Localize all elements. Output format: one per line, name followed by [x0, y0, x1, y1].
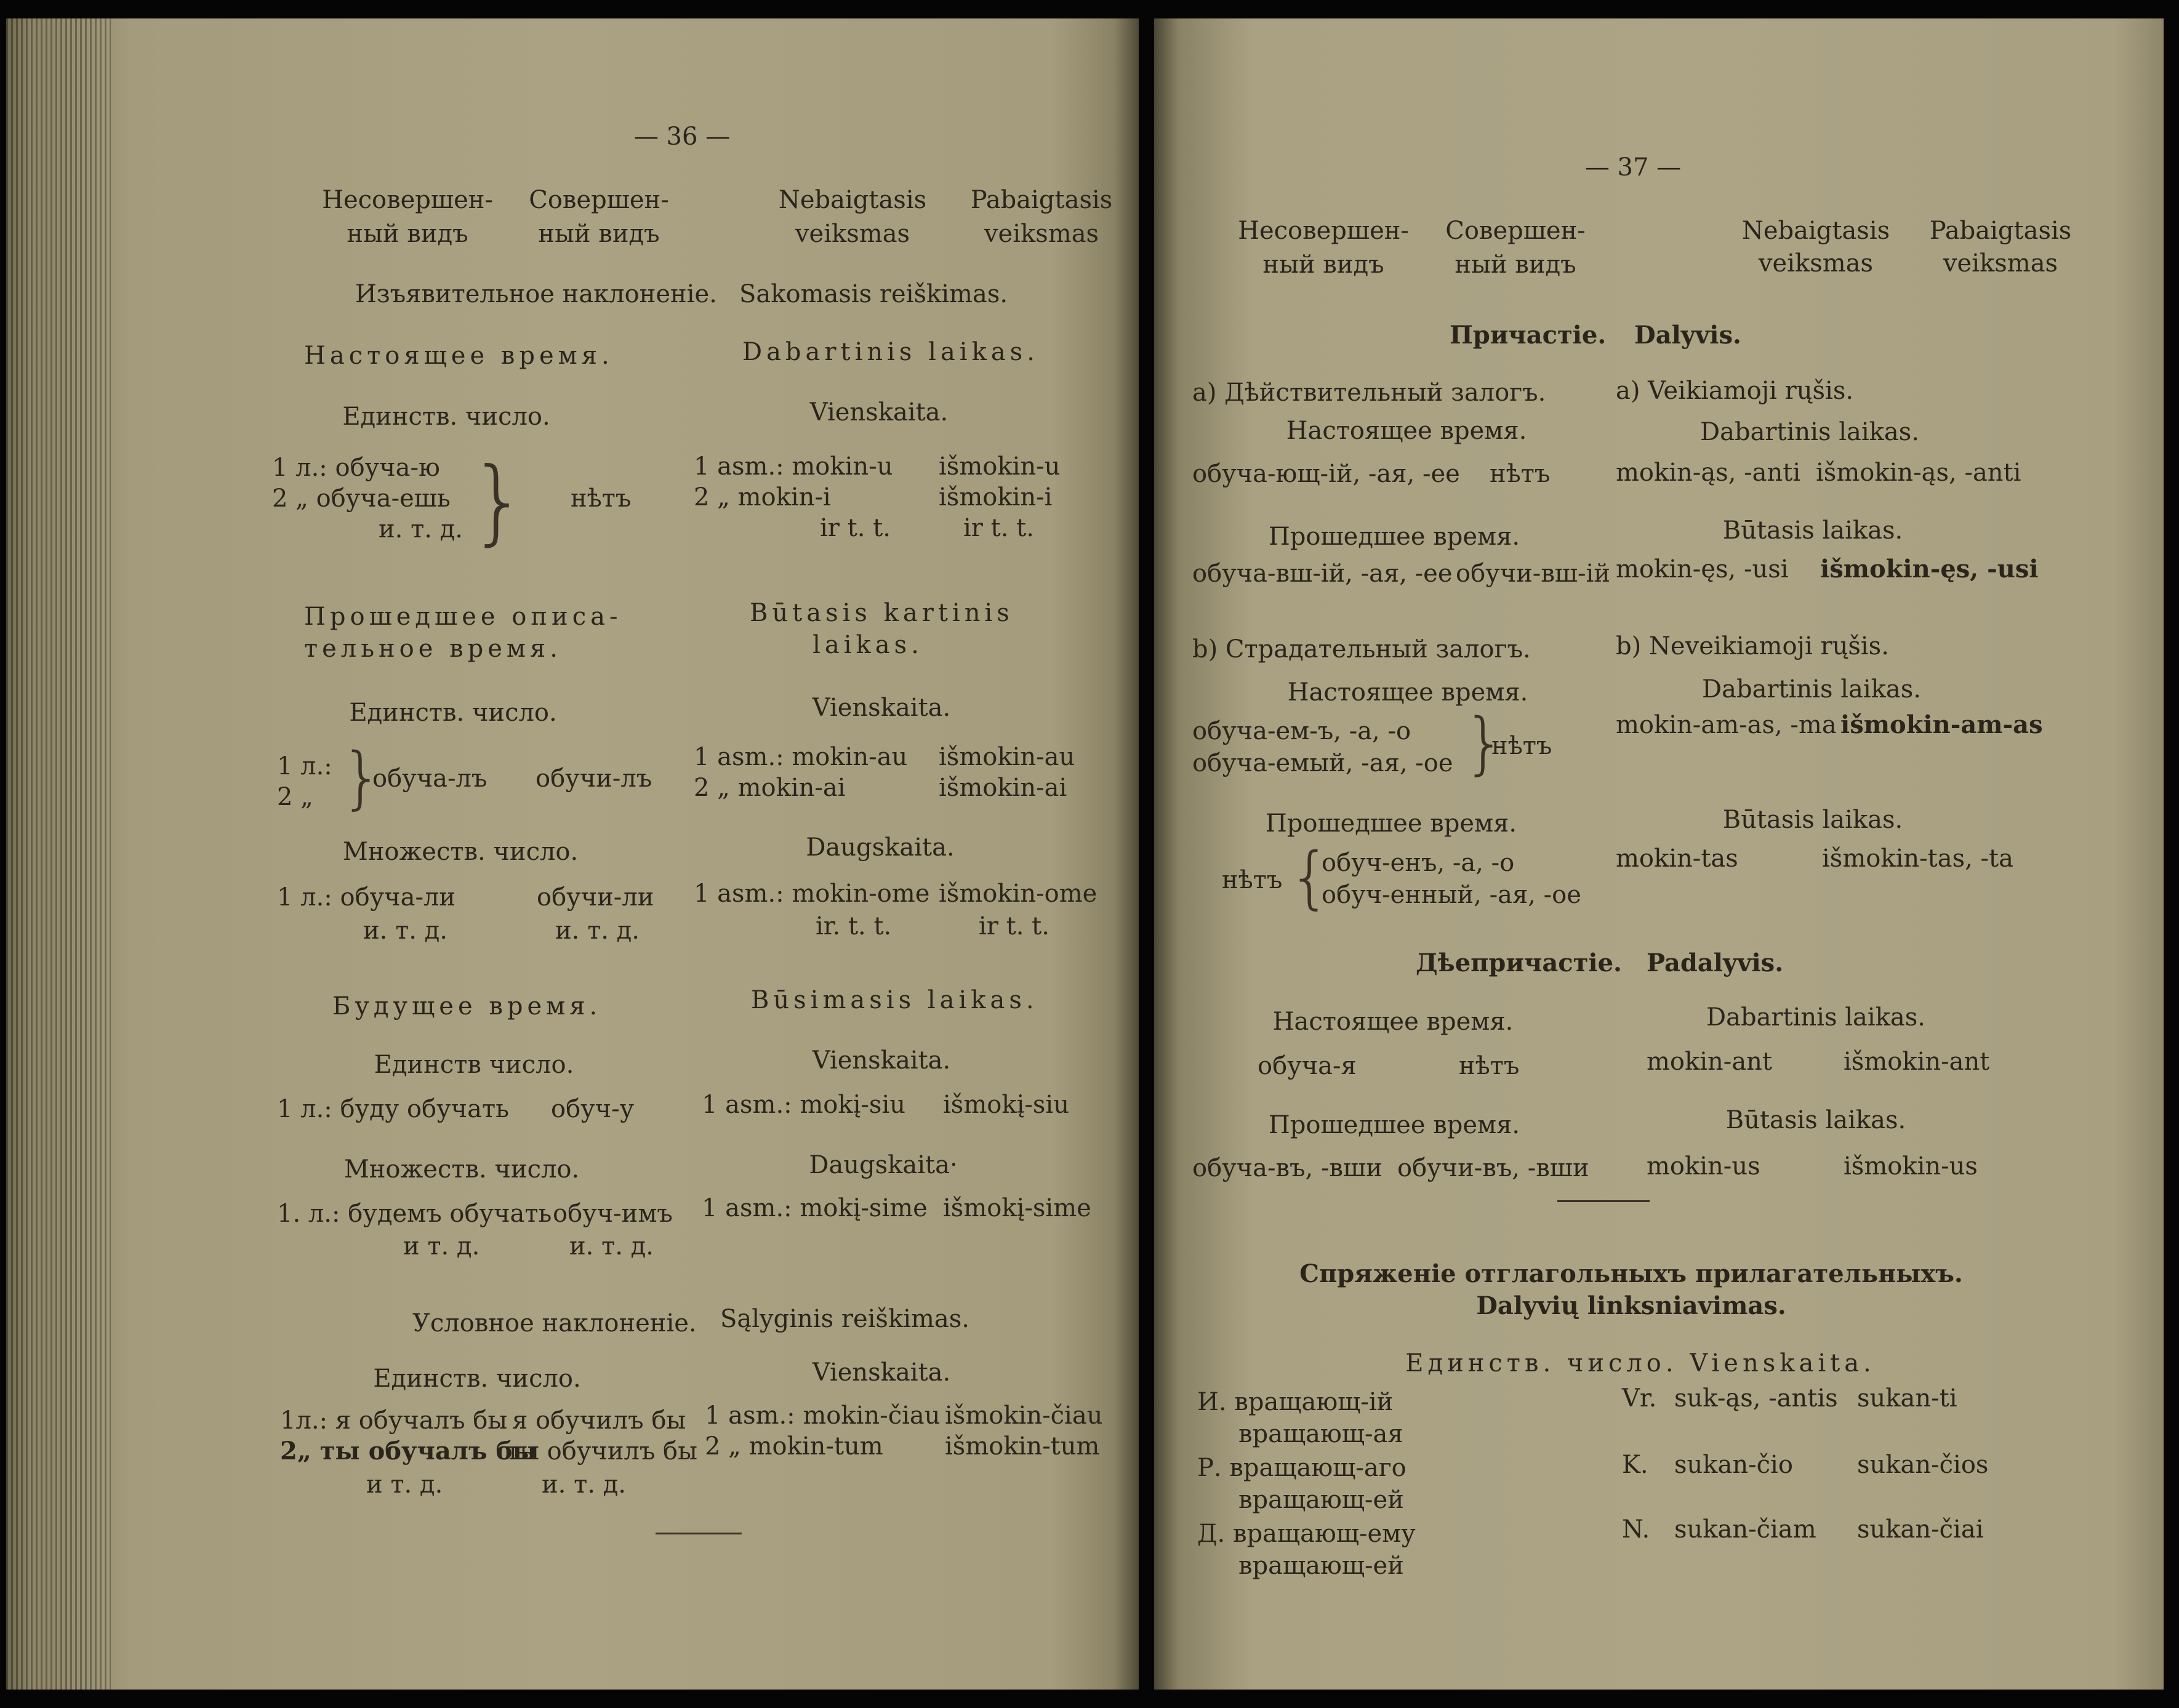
- form-perfective: нѣтъ: [1459, 1052, 1520, 1080]
- form-perfective: išmokin-ai: [939, 774, 1067, 802]
- form-row: обуча-ющ-ій, -ая, -ее: [1192, 460, 1460, 488]
- form-perfective: обуч-у: [551, 1095, 635, 1123]
- case-label: K.: [1622, 1451, 1648, 1479]
- case-label: N.: [1622, 1515, 1650, 1544]
- form-row: mokin-ęs, -usi: [1616, 555, 1789, 583]
- plural-label-ru: Множеств. число.: [342, 838, 579, 866]
- form-row: обуча-вш-ій, -ая, -ее: [1192, 559, 1453, 588]
- declension-title-lt: Dalyvių linksniavimas.: [1476, 1291, 1786, 1320]
- number-label-ru: Единств. число.: [373, 1365, 581, 1393]
- tense-label-ru: Прошедшее время.: [1268, 1111, 1520, 1139]
- form-perfective: išmokin-au: [939, 743, 1075, 771]
- plural-label-lt: Daugskaita.: [806, 833, 955, 862]
- form-perfective: и. т. д.: [569, 1232, 654, 1261]
- form-perfective: и. т. д.: [542, 1470, 626, 1499]
- form-perfective: обучи-въ, -вши: [1397, 1154, 1589, 1182]
- form-row: 1 asm.: mokį-siu: [702, 1091, 906, 1119]
- form-perfective: išmokin-čiau: [945, 1401, 1103, 1430]
- right-page: [1154, 18, 2164, 1690]
- form-row: и т. д.: [403, 1232, 480, 1261]
- section-title-ru: Прошедшее описа-: [304, 603, 622, 631]
- section-title-lt: Būsimasis laikas.: [751, 986, 1038, 1014]
- mood-heading-lt: Sakomasis reiškimas.: [739, 280, 1008, 308]
- right-brace: }: [340, 738, 383, 817]
- form-row: обуча-въ, -вши: [1192, 1154, 1382, 1182]
- form-row: 2 „ mokin-i: [694, 483, 831, 511]
- form-perfective: обуч-имъ: [553, 1200, 673, 1228]
- number-label-ru: Единств. число.: [349, 699, 557, 727]
- form-perfective: išmokin-us: [1844, 1152, 1978, 1181]
- mood-heading-ru: Условное наклоненіе.: [412, 1309, 697, 1337]
- page-number: — 36 —: [633, 122, 731, 151]
- form-perfective: išmokin-ęs, -usi: [1820, 555, 2039, 583]
- case-form-perfective: sukan-ti: [1857, 1384, 1957, 1413]
- header-imperfective-lt: Nebaigtasis: [1741, 217, 1890, 245]
- person-label: 2 „: [277, 783, 313, 811]
- number-label-ru: Единств. число.: [342, 403, 550, 431]
- gerund-heading-lt: Padalyvis.: [1647, 948, 1784, 977]
- form-row: 1 л.: обуча-ли: [277, 883, 456, 912]
- form-perfective: обучи-ли: [537, 883, 654, 912]
- form-row: 1 asm.: mokin-au: [694, 743, 908, 771]
- declension-title-ru: Спряженіе отглагольныхъ прилагательныхъ.: [1299, 1259, 1963, 1288]
- divider: [1557, 1200, 1650, 1202]
- header-perfective-ru: Совершен-: [529, 186, 669, 214]
- form-row: mokin-ąs, -anti: [1616, 459, 1801, 487]
- form-row: 1 л.: буду обучать: [277, 1095, 509, 1123]
- case-row: Р. вращающ-аго: [1197, 1454, 1407, 1482]
- tense-label-lt: Būtasis laikas.: [1722, 806, 1903, 834]
- gerund-heading-ru: Дѣепричастіе.: [1416, 948, 1622, 977]
- number-label-lt: Vienskaita.: [812, 1046, 951, 1075]
- header-imperfective-ru: Несовершен-: [322, 186, 493, 214]
- form-row: 1 asm.: mokin-čiau: [705, 1401, 941, 1430]
- tense-label-ru: Прошедшее время.: [1268, 523, 1520, 551]
- form-perfective: išmokin-tum: [945, 1432, 1100, 1461]
- form-imperfective: нѣтъ: [1222, 866, 1283, 894]
- tense-label-lt: Dabartinis laikas.: [1702, 675, 1921, 704]
- number-label-ru: Единств число.: [374, 1051, 574, 1079]
- left-page: [6, 18, 1139, 1690]
- form-perfective: обучи-лъ: [536, 764, 652, 793]
- header-perfective-lt: Pabaigtasis: [1929, 217, 2072, 245]
- case-form: sukan-čio: [1674, 1451, 1793, 1479]
- header-imperfective-ru-2: ный видъ: [347, 220, 468, 248]
- section-title-ru-2: тельное время.: [304, 635, 562, 663]
- form-row: 2„ ты обучалъ бы: [280, 1437, 537, 1465]
- mood-heading-lt: Sąlyginis reiškimas.: [720, 1305, 969, 1333]
- header-imperfective-lt-2: veiksmas: [795, 220, 910, 248]
- header-perfective-ru-2: ный видъ: [1455, 251, 1576, 279]
- form-perfective: išmokin-i: [939, 483, 1053, 511]
- form-row: обуча-я: [1258, 1052, 1357, 1080]
- form-row: mokin-tas: [1616, 844, 1738, 873]
- form-row: 2 „ mokin-ai: [694, 774, 846, 802]
- form-row: 1. л.: будемъ обучать: [277, 1200, 552, 1228]
- case-form-perfective: sukan-čios: [1857, 1451, 1989, 1479]
- number-label-lt: Vienskaita.: [812, 694, 951, 722]
- form-perfective: išmokin-am-as: [1840, 710, 2043, 739]
- tense-label-ru: Прошедшее время.: [1265, 809, 1517, 838]
- case-row: вращающ-ей: [1238, 1486, 1404, 1514]
- form-imperfective: обуча-лъ: [372, 764, 488, 793]
- form-perfective: išmokin-ant: [1844, 1048, 1990, 1076]
- tense-label-lt: Būtasis laikas.: [1725, 1106, 1906, 1134]
- number-label-lt: Vienskaita.: [812, 1358, 951, 1387]
- plural-label-ru: Множеств. число.: [343, 1155, 580, 1184]
- form-row: 1л.: я обучалъ бы: [280, 1406, 508, 1435]
- case-row: вращающ-ей: [1238, 1552, 1404, 1580]
- form-row: обуч-енъ, -а, -о: [1322, 849, 1515, 877]
- case-form: suk-ąs, -antis: [1674, 1384, 1838, 1413]
- form-perfective: išmokį-siu: [943, 1091, 1069, 1119]
- form-row: и т. д.: [366, 1470, 443, 1499]
- person-label: 1 л.:: [277, 752, 332, 780]
- section-title-ru: Будущее время.: [332, 992, 602, 1020]
- section-title-lt: Dabartinis laikas.: [742, 338, 1039, 366]
- form-perfective: обучи-вш-ій: [1456, 559, 1610, 588]
- voice-heading-lt: a) Veikiamoji rųšis.: [1616, 377, 1854, 405]
- header-perfective-ru: Совершен-: [1445, 217, 1586, 245]
- header-perfective-lt: Pabaigtasis: [970, 186, 1113, 214]
- page-edges: [6, 18, 111, 1690]
- form-row: ir t. t.: [820, 514, 891, 542]
- tense-label-ru: Настоящее время.: [1286, 417, 1527, 445]
- number-label: Единств. число. Vienskaita.: [1405, 1349, 1876, 1377]
- form-row: 1 asm.: mokin-u: [694, 452, 893, 481]
- right-brace: }: [469, 448, 528, 555]
- page-number: — 37 —: [1584, 153, 1682, 182]
- form-perfective: išmokį-sime: [943, 1194, 1091, 1222]
- form-perfective: нѣтъ: [571, 484, 632, 513]
- form-row: и. т. д.: [379, 515, 463, 543]
- divider: [656, 1533, 742, 1534]
- participle-heading-ru: Причастіе.: [1450, 321, 1607, 350]
- form-row: 2 „ mokin-tum: [705, 1432, 883, 1461]
- form-perfective: išmokin-tas, -ta: [1822, 844, 2013, 873]
- case-form-perfective: sukan-čiai: [1857, 1515, 1984, 1544]
- section-title-lt: Būtasis kartinis: [750, 599, 1014, 627]
- voice-heading-ru: a) Дѣйствительный залогъ.: [1192, 379, 1546, 407]
- form-perfective: ты обучилъ бы: [506, 1437, 697, 1465]
- form-row: 1 л.: обуча-ю: [272, 454, 440, 482]
- case-label: Vr.: [1622, 1384, 1657, 1413]
- form-row: mokin-ant: [1647, 1048, 1773, 1076]
- form-row: 2 „ обуча-ешь: [272, 484, 451, 513]
- form-perfective: нѣтъ: [1491, 732, 1552, 760]
- participle-heading-lt: Dalyvis.: [1634, 321, 1741, 350]
- header-perfective-lt-2: veiksmas: [1943, 249, 2058, 278]
- form-row: mokin-am-as, -ma: [1616, 711, 1837, 739]
- form-perfective: išmokin-ąs, -anti: [1816, 459, 2021, 487]
- form-row: 1 asm.: mokį-sime: [702, 1194, 928, 1222]
- tense-label-lt: Dabartinis laikas.: [1700, 418, 1919, 446]
- form-perfective: ir t. t.: [979, 912, 1049, 940]
- form-perfective: išmokin-ome: [939, 880, 1098, 908]
- tense-label-ru: Настоящее время.: [1287, 678, 1528, 707]
- case-row: И. вращающ-ій: [1197, 1388, 1394, 1416]
- number-label-lt: Vienskaita.: [809, 398, 949, 427]
- form-row: 1 asm.: mokin-ome: [694, 880, 930, 908]
- left-brace: {: [1288, 838, 1331, 916]
- form-perfective: ir t. t.: [963, 514, 1034, 542]
- tense-label-lt: Dabartinis laikas.: [1706, 1003, 1925, 1032]
- tense-label-ru: Настоящее время.: [1272, 1008, 1514, 1036]
- header-imperfective-lt-2: veiksmas: [1758, 249, 1874, 278]
- tense-label-lt: Būtasis laikas.: [1722, 516, 1903, 545]
- header-imperfective-ru: Несовершен-: [1238, 217, 1409, 245]
- header-perfective-lt-2: veiksmas: [984, 220, 1099, 248]
- form-row: и. т. д.: [363, 916, 447, 945]
- section-title-lt-2: laikas.: [813, 631, 923, 659]
- right-brace: }: [1463, 704, 1506, 782]
- header-imperfective-lt: Nebaigtasis: [778, 186, 927, 214]
- form-perfective: išmokin-u: [939, 452, 1061, 481]
- voice-heading-lt: b) Neveikiamoji rųšis.: [1616, 632, 1889, 660]
- header-imperfective-ru-2: ный видъ: [1262, 251, 1384, 279]
- case-form: sukan-čiam: [1674, 1515, 1816, 1544]
- form-row: обуча-ем-ъ, -а, -о: [1192, 717, 1411, 745]
- section-title-ru: Настоящее время.: [304, 342, 614, 370]
- header-perfective-ru-2: ный видъ: [538, 220, 660, 248]
- form-perfective: и. т. д.: [555, 916, 640, 945]
- mood-heading-ru: Изъявительное наклоненіе.: [355, 280, 717, 308]
- form-perfective: я обучилъ бы: [512, 1406, 686, 1435]
- form-row: mokin-us: [1647, 1152, 1760, 1181]
- form-row: ir. t. t.: [816, 912, 892, 940]
- form-perfective: нѣтъ: [1490, 460, 1551, 488]
- form-row: обуч-енный, -ая, -ое: [1322, 881, 1581, 909]
- form-row: обуча-емый, -ая, -ое: [1192, 749, 1453, 777]
- case-row: Д. вращающ-ему: [1197, 1520, 1416, 1548]
- plural-label-lt: Daugskaita·: [809, 1151, 958, 1179]
- case-row: вращающ-ая: [1238, 1420, 1403, 1448]
- voice-heading-ru: b) Страдательный залогъ.: [1192, 635, 1531, 664]
